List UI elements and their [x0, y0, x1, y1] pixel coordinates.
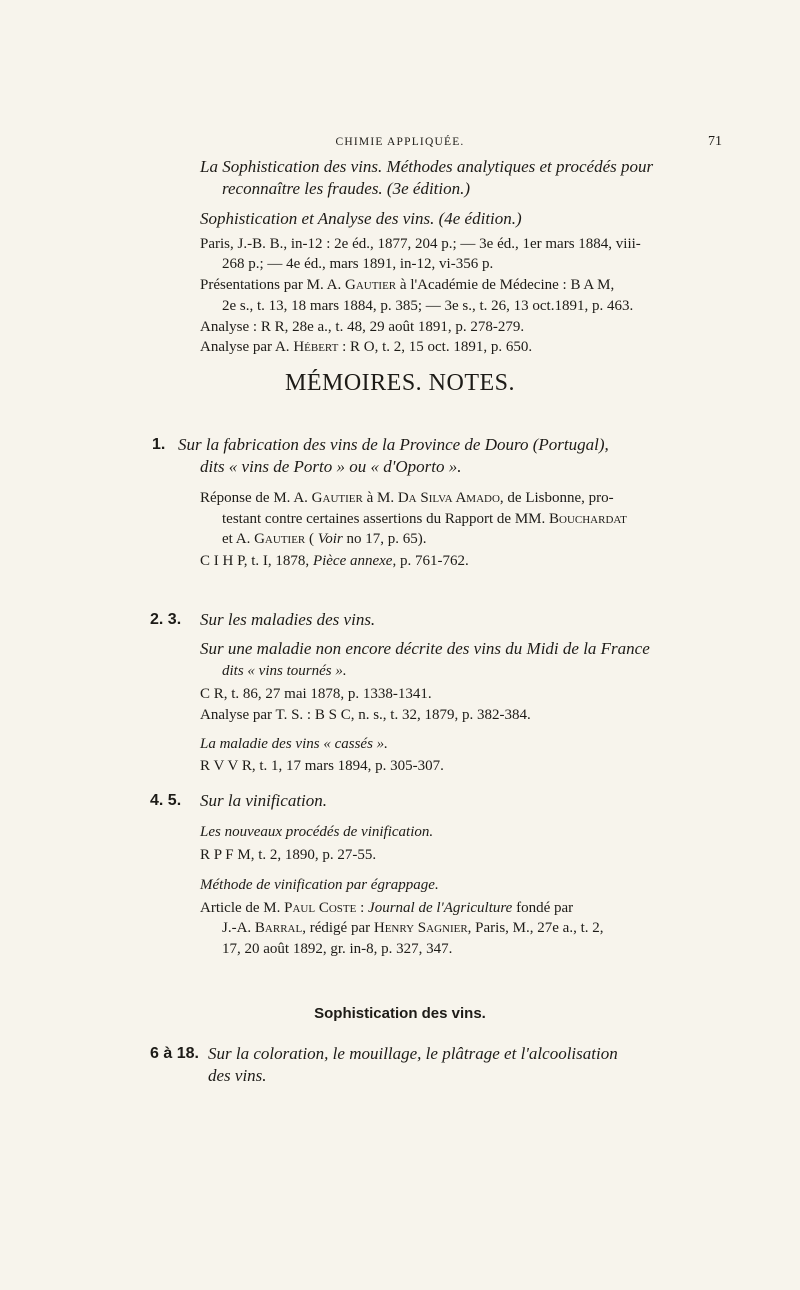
author-name: Hébert: [293, 339, 339, 355]
author-name: Bouchardat: [549, 511, 627, 527]
text: Présentations par M. A.: [200, 277, 345, 293]
text: Réponse de M. A.: [200, 490, 312, 506]
entry-text: [222, 919, 604, 937]
entry-text: Analyse par T. S. : B S C, n. s., t. 32, 1879, p. 382-384.: [200, 707, 531, 723]
entry-text: [222, 510, 627, 528]
entry-text: 17, 20 août 1892, gr. in-8, p. 327, 347.: [222, 941, 453, 957]
entry-subtitle: Les nouveaux procédés de vinification.: [200, 824, 434, 840]
entry-text: [200, 489, 614, 507]
text: , Paris, M., 27e a., t. 2,: [467, 920, 604, 936]
entry-text: R P F M, t. 2, 1890, p. 27-55.: [200, 847, 377, 863]
text: no 17, p. 65).: [342, 531, 427, 547]
text: à M.: [362, 490, 398, 506]
entry-subtitle: dits « vins tournés ».: [222, 663, 347, 679]
text: et A.: [222, 531, 255, 547]
entry-title: des vins.: [208, 1066, 267, 1085]
author-name: Gautier: [311, 490, 363, 506]
author-name: Gautier: [344, 277, 397, 293]
text: :: [356, 900, 369, 916]
running-header: CHIMIE APPLIQUÉE.: [335, 136, 465, 148]
entry-subtitle: Méthode de vinification par égrappage.: [200, 877, 439, 893]
author-name: Paul Coste: [284, 900, 357, 916]
entry-number: 6 à 18.: [150, 1045, 199, 1062]
text: Voir: [317, 531, 343, 547]
intro-line: 2e s., t. 13, 18 mars 1884, p. 385; — 3e s., t. 26, 13 oct.1891, p. 463.: [222, 298, 634, 314]
intro-line: 268 p.; — 4e éd., mars 1891, in-12, vi-356 p.: [222, 256, 494, 272]
author-name: Da Silva Amado: [397, 490, 500, 506]
entry-subtitle: La maladie des vins « cassés ».: [200, 736, 388, 752]
text: , de Lisbonne, pro-: [499, 490, 614, 506]
text: Pièce annexe: [312, 553, 393, 569]
entry-number: 4. 5.: [150, 792, 182, 809]
text: Analyse par A.: [200, 339, 294, 355]
text: Article de M.: [200, 900, 285, 916]
section-title: MÉMOIRES. NOTES.: [284, 370, 515, 396]
entry-subtitle: Sur une maladie non encore décrite des vins du Midi de la France: [200, 639, 650, 658]
intro-line: [200, 276, 614, 294]
entry-text: [200, 899, 573, 917]
entry-title: Sur la coloration, le mouillage, le plâtrage et l'alcoolisation: [208, 1044, 618, 1063]
intro-subtitle: Sophistication et Analyse des vins. (4e édition.): [200, 209, 522, 228]
text: , rédigé par: [302, 920, 374, 936]
text: testant contre certaines assertions du Rapport de MM.: [222, 511, 549, 527]
text: J.-A.: [222, 920, 255, 936]
intro-line: Analyse : R R, 28e a., t. 48, 29 août 1891, p. 278-279.: [200, 319, 525, 335]
subheading: Sophistication des vins.: [314, 1005, 486, 1022]
intro-line: [200, 338, 532, 356]
author-name: Henry Sagnier: [373, 920, 468, 936]
entry-number: 1.: [152, 436, 166, 453]
author-name: Gautier: [254, 531, 306, 547]
entry-title: Sur la fabrication des vins de la Province de Douro (Portugal),: [178, 435, 609, 454]
page-number: 71: [708, 134, 722, 149]
text: C I H P, t. I, 1878,: [200, 553, 313, 569]
intro-title-line1: La Sophistication des vins. Méthodes analytiques et procédés pour: [200, 157, 654, 176]
entry-text: R V V R, t. 1, 17 mars 1894, p. 305-307.: [200, 758, 444, 774]
text: (: [305, 531, 318, 547]
text: , p. 761-762.: [392, 553, 469, 569]
entry-number: 2. 3.: [150, 611, 182, 628]
intro-title-line2: reconnaître les fraudes. (3e édition.): [222, 179, 471, 198]
entry-text: [200, 552, 469, 570]
text: à l'Académie de Médecine : B A M,: [396, 277, 615, 293]
entry-text: [222, 530, 427, 548]
entry-title: dits « vins de Porto » ou « d'Oporto ».: [200, 457, 462, 476]
entry-title: Sur les maladies des vins.: [200, 610, 376, 629]
text: Journal de l'Agriculture: [368, 900, 513, 916]
entry-title: Sur la vinification.: [200, 791, 328, 810]
text: fondé par: [512, 900, 574, 916]
intro-line: Paris, J.-B. B., in-12 : 2e éd., 1877, 204 p.; — 3e éd., 1er mars 1884, viii-: [200, 236, 641, 252]
text: : R O, t. 2, 15 oct. 1891, p. 650.: [338, 339, 533, 355]
entry-text: C R, t. 86, 27 mai 1878, p. 1338-1341.: [200, 686, 432, 702]
author-name: Barral: [254, 920, 303, 936]
